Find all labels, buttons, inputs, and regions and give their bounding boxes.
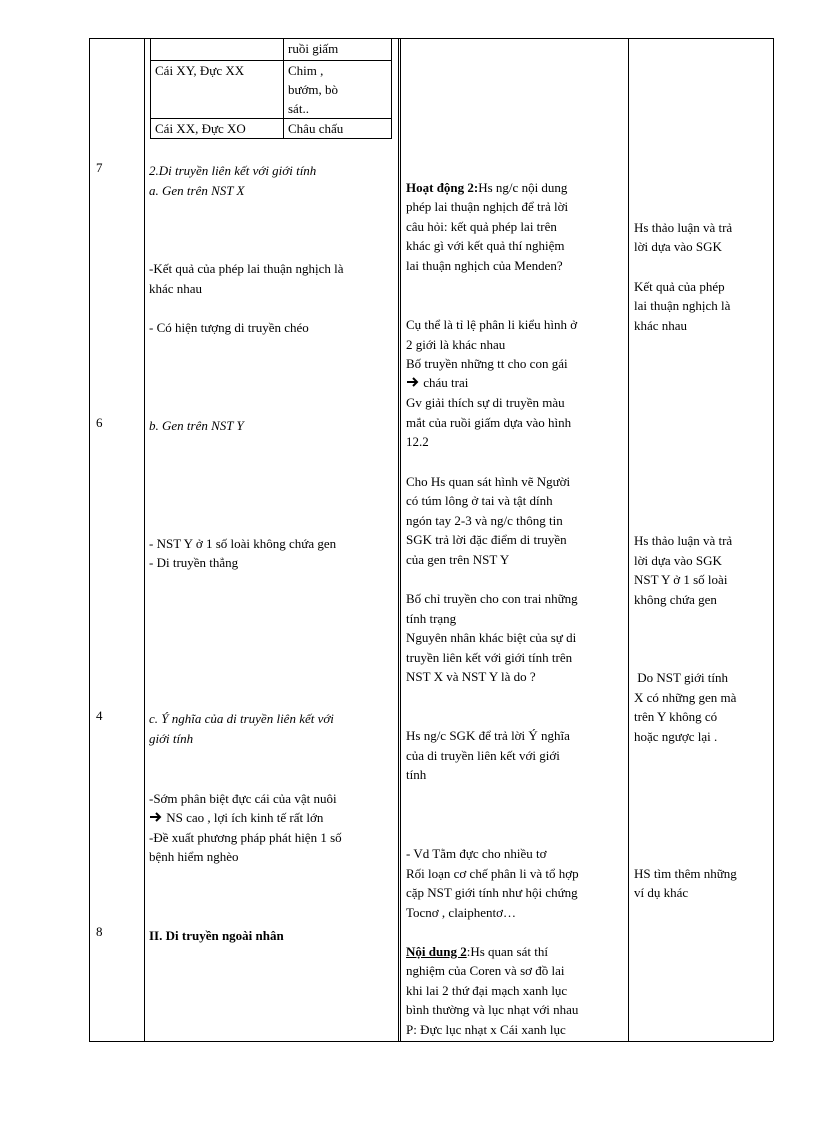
column-divider-2 <box>398 38 401 1041</box>
section-2c-heading: c. Ý nghĩa của di truyền liên kết với <box>149 711 334 726</box>
activity-text: tính trạng <box>406 611 457 626</box>
section-2b-heading: b. Gen trên NST Y <box>149 418 244 433</box>
content-text: bệnh hiểm nghèo <box>149 849 239 864</box>
table-cell <box>284 61 392 119</box>
table-cell: ruồi giấm <box>284 39 392 61</box>
cell-line: sát.. <box>288 101 309 116</box>
activity-text: - Vd Tằm đực cho nhiều tơ <box>406 846 547 861</box>
activity-text: P: Đực lục nhạt x Cái xanh lục <box>406 1022 566 1037</box>
activity-text: Bố chỉ truyền cho con trai những <box>406 591 578 606</box>
table-border-bottom <box>89 1041 773 1042</box>
student-text: không chứa gen <box>634 592 717 607</box>
cell-line: bướm, bò <box>288 82 339 97</box>
student-text: Hs thảo luận và trả <box>634 220 733 235</box>
column-divider-3 <box>628 38 629 1041</box>
activity-text: NST X và NST Y là do ? <box>406 669 536 684</box>
table-row <box>151 39 392 61</box>
student-text: Do NST giới tính <box>634 670 729 685</box>
activity-text: nghiệm của Coren và sơ đồ lai <box>406 963 565 978</box>
student-text: Kết quả của phép <box>634 279 725 294</box>
table-row <box>151 61 392 119</box>
student-text: HS tìm thêm những <box>634 866 737 881</box>
student-text: X có những gen mà <box>634 690 737 705</box>
activity-text: cặp NST giới tính như hội chứng <box>406 885 578 900</box>
activity-text: lai thuận nghịch của Menden? <box>406 258 563 273</box>
content-text: NS cao , lợi ích kinh tế rất lớn <box>166 810 324 825</box>
activity-text: phép lai thuận nghịch để trả lời <box>406 199 569 214</box>
activity-text: mắt của ruồi giấm dựa vào hình <box>406 415 572 430</box>
content-text: khác nhau <box>149 281 203 296</box>
activity-text: truyền liên kết với giới tính trên <box>406 650 573 665</box>
section-2a-heading: a. Gen trên NST X <box>149 183 245 198</box>
activity-text <box>406 373 468 392</box>
activity-text: Bố truyền những tt cho con gái <box>406 356 568 371</box>
content-text: - Di truyền thẳng <box>149 555 239 570</box>
activity-text: Cụ thể là tỉ lệ phân li kiểu hình ở <box>406 317 578 332</box>
activity-text: 12.2 <box>406 434 429 449</box>
activity-text: Hs ng/c SGK để trả lời Ý nghĩa <box>406 728 570 743</box>
activity-text: của gen trên NST Y <box>406 552 510 567</box>
activity-text: Rối loạn cơ chế phân li và tổ hợp <box>406 866 579 881</box>
activity-text: Gv giải thích sự di truyền màu <box>406 395 565 410</box>
content-text: -Đề xuất phương pháp phát hiện 1 số <box>149 830 342 845</box>
activity-text: có túm lông ở tai và tật dính <box>406 493 553 508</box>
row-number: 8 <box>96 924 103 939</box>
activity-text: Hs ng/c nội dung <box>478 180 568 195</box>
table-border-right <box>773 38 774 1041</box>
activity-text: SGK trả lời đặc điểm di truyền <box>406 532 567 547</box>
content-text <box>149 808 323 827</box>
table-cell: Châu chấu <box>284 119 392 139</box>
section-2c-heading: giới tính <box>149 731 194 746</box>
content-text: - Có hiện tượng di truyền chéo <box>149 320 309 335</box>
row-number: 7 <box>96 160 103 175</box>
content-text: - NST Y ở 1 số loài không chứa gen <box>149 536 337 551</box>
activity-text: tính <box>406 767 427 782</box>
column-divider-1 <box>144 38 145 1041</box>
activity-text: Tocnơ , claiphentơ… <box>406 905 516 920</box>
activity-text: 2 giới là khác nhau <box>406 337 506 352</box>
activity-text: :Hs quan sát thí <box>466 944 548 959</box>
arrow-right-icon <box>149 811 163 823</box>
activity-text: khác gì với kết quả thí nghiệm <box>406 238 565 253</box>
activity-text: của di truyền liên kết với giới <box>406 748 560 763</box>
activity-text: khi lai 2 thứ đại mạch xanh lục <box>406 983 568 998</box>
activity-text: bình thường và lục nhạt với nhau <box>406 1002 579 1017</box>
table-border-left <box>89 38 90 1041</box>
table-row <box>151 119 392 139</box>
student-text: lời dựa vào SGK <box>634 553 722 568</box>
row-number: 4 <box>96 708 103 723</box>
activity-text: ngón tay 2-3 và ng/c thông tin <box>406 513 563 528</box>
student-text: Hs thảo luận và trả <box>634 533 733 548</box>
activity-text: cháu trai <box>423 375 469 390</box>
table-cell <box>151 39 284 61</box>
activity-label: Hoạt động 2: <box>406 180 479 195</box>
table-cell: Cái XX, Đực XO <box>151 119 284 139</box>
cell-line: Chim , <box>288 63 324 78</box>
student-text: hoặc ngược lại . <box>634 729 718 744</box>
activity-text: Cho Hs quan sát hình vẽ Người <box>406 474 571 489</box>
section-2-title: 2.Di truyền liên kết với giới tính <box>149 163 317 178</box>
row-number: 6 <box>96 415 103 430</box>
student-text: lời dựa vào SGK <box>634 239 722 254</box>
table-cell: Cái XY, Đực XX <box>151 61 284 119</box>
section-ii-heading: II. Di truyền ngoài nhân <box>149 928 284 943</box>
activity-2 <box>406 178 567 197</box>
activity-text: câu hỏi: kết quả phép lai trên <box>406 219 557 234</box>
content-text: -Sớm phân biệt đực cái của vật nuôi <box>149 791 337 806</box>
student-text: lai thuận nghịch là <box>634 298 731 313</box>
student-text: khác nhau <box>634 318 688 333</box>
student-text: ví dụ khác <box>634 885 689 900</box>
student-text: NST Y ở 1 số loài <box>634 572 728 587</box>
content-2 <box>406 942 548 961</box>
content-label: Nội dung 2 <box>406 944 467 959</box>
arrow-right-icon <box>406 376 420 388</box>
sex-chromosome-table <box>150 38 392 139</box>
student-text: trên Y không có <box>634 709 718 724</box>
activity-text: Nguyên nhân khác biệt của sự di <box>406 630 577 645</box>
content-text: -Kết quả của phép lai thuận nghịch là <box>149 261 344 276</box>
